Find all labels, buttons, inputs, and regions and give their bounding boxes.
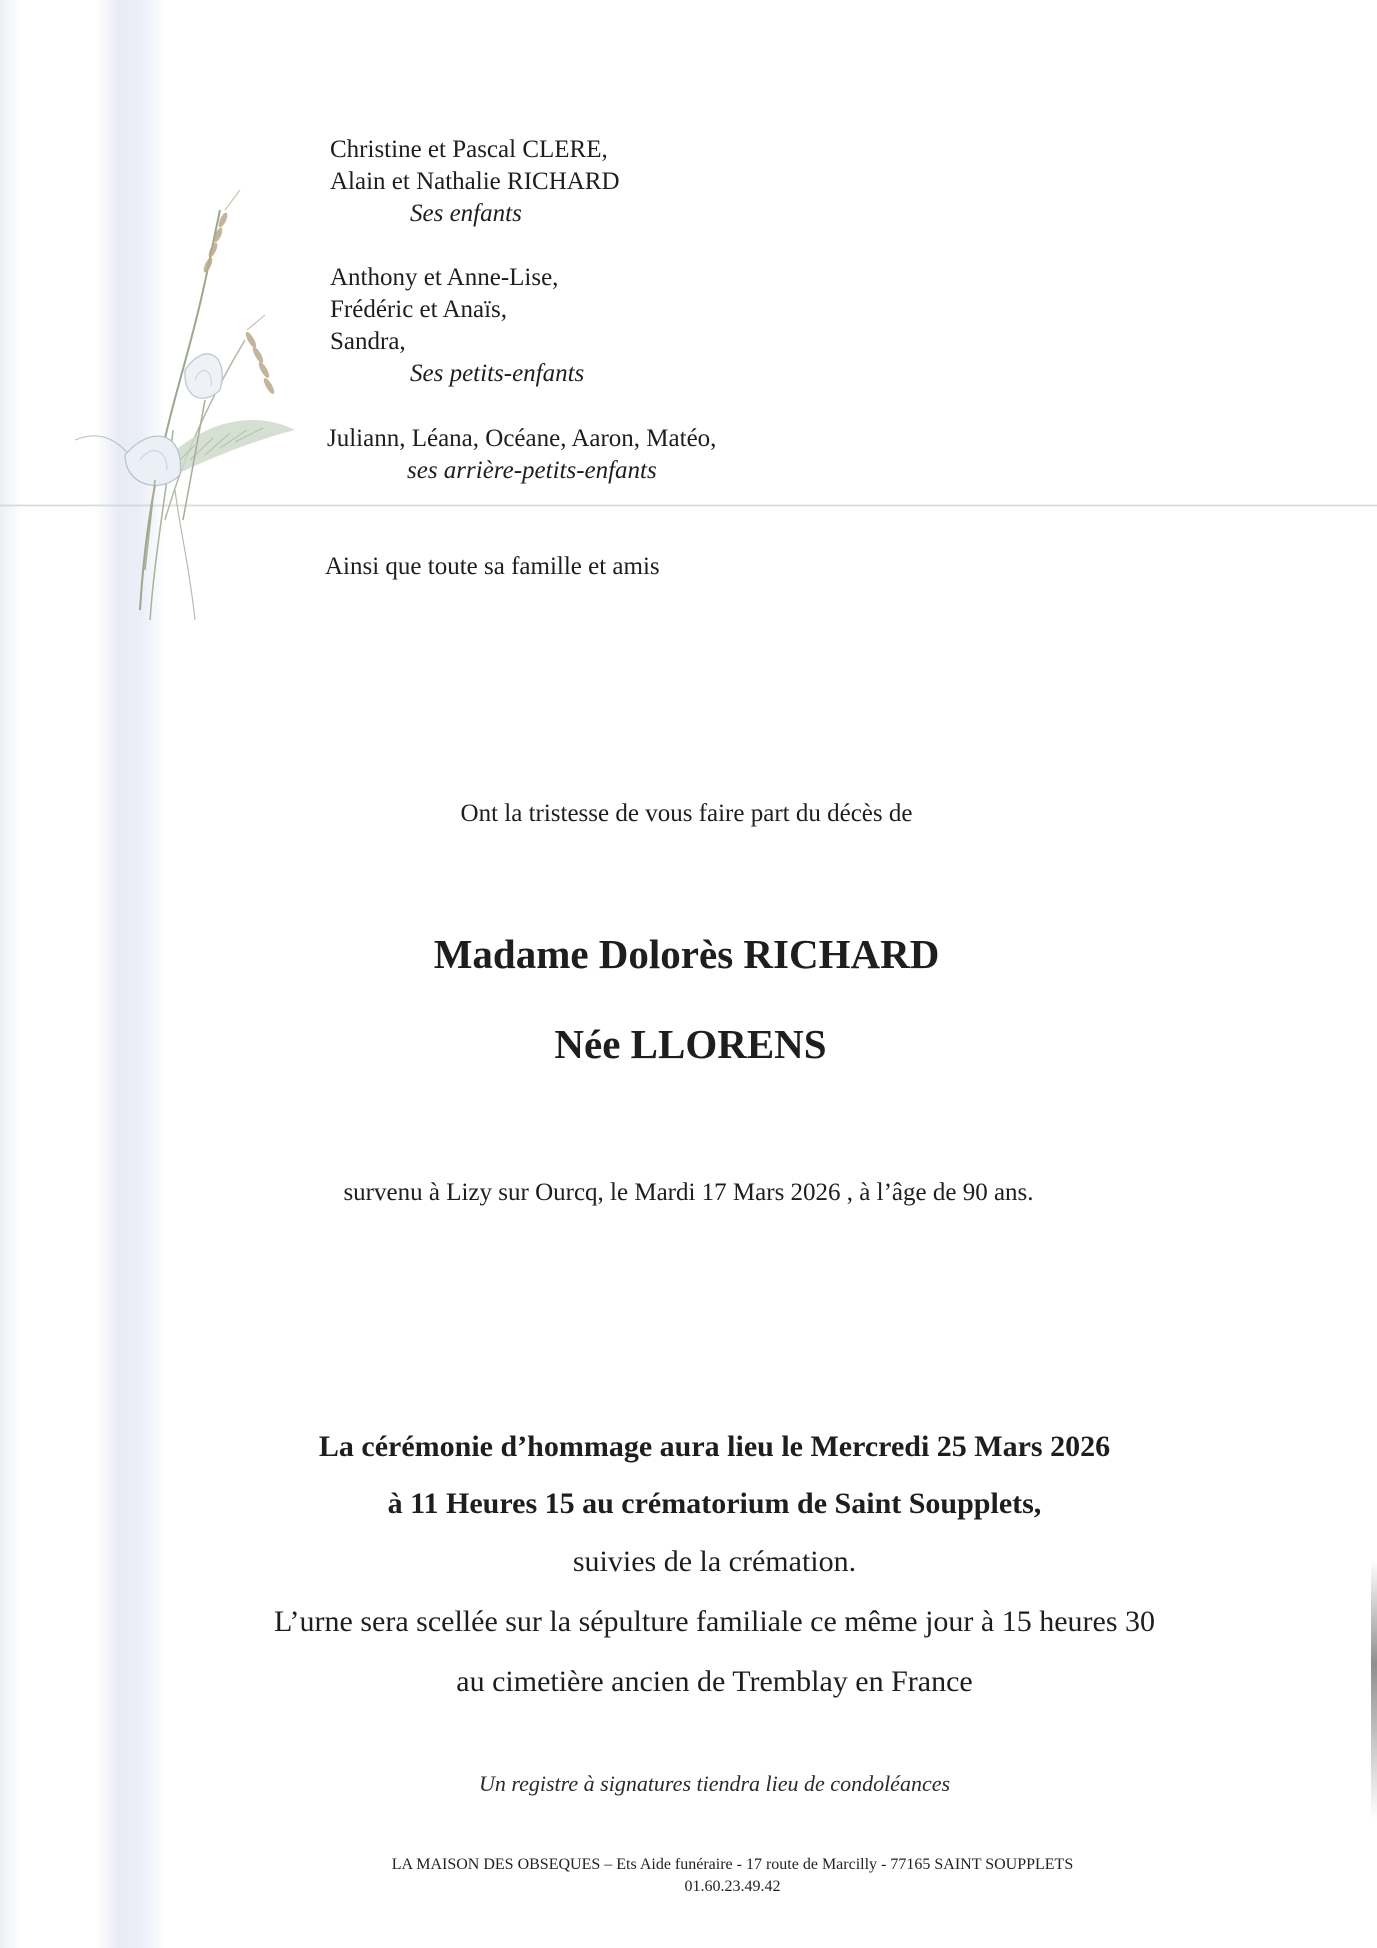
announcement-intro: Ont la tristesse de vous faire part du décès de [460,800,913,827]
grandchildren-label: Ses petits-enfants [410,360,585,387]
grandchildren-line-3: Sandra, [330,328,406,355]
ceremony-line-1: La cérémonie d’hommage aura lieu le Mercredi 25 Mars 2026 [318,1430,1111,1463]
calla-lily-icon [55,190,295,620]
grandchildren-line-2: Frédéric et Anaïs, [330,296,508,323]
funeral-home-phone: 01.60.23.49.42 [684,1878,781,1895]
grandchildren-line-1: Anthony et Anne-Lise, [330,264,559,291]
great-grandchildren-label: ses arrière-petits-enfants [407,457,657,484]
deceased-name: Madame Dolorès RICHARD [433,931,940,977]
funeral-home-address: LA MAISON DES OBSEQUES – Ets Aide funéraire - 17 route de Marcilly - 77165 SAINT SOUPPLETS [391,1856,1074,1873]
great-grandchildren-line: Juliann, Léana, Océane, Aaron, Matéo, [327,425,717,452]
maiden-name: Née LLORENS [554,1021,827,1067]
ceremony-line-3: suivies de la crémation. [572,1545,857,1578]
children-line-1: Christine et Pascal CLERE, [330,136,608,163]
death-circumstances: survenu à Lizy sur Ourcq, le Mardi 17 Mars 2026 , à l’âge de 90 ans. [343,1179,1034,1206]
ceremony-line-5: au cimetière ancien de Tremblay en France [456,1665,973,1698]
condolences-note: Un registre à signatures tiendra lieu de condoléances [478,1771,951,1796]
family-and-friends: Ainsi que toute sa famille et amis [325,553,660,580]
ceremony-line-4: L’urne sera scellée sur la sépulture familiale ce même jour à 15 heures 30 [273,1605,1156,1638]
ceremony-line-2: à 11 Heures 15 au crématorium de Saint Soupplets, [387,1487,1042,1520]
children-line-2: Alain et Nathalie RICHARD [330,168,620,195]
children-label: Ses enfants [410,200,522,227]
